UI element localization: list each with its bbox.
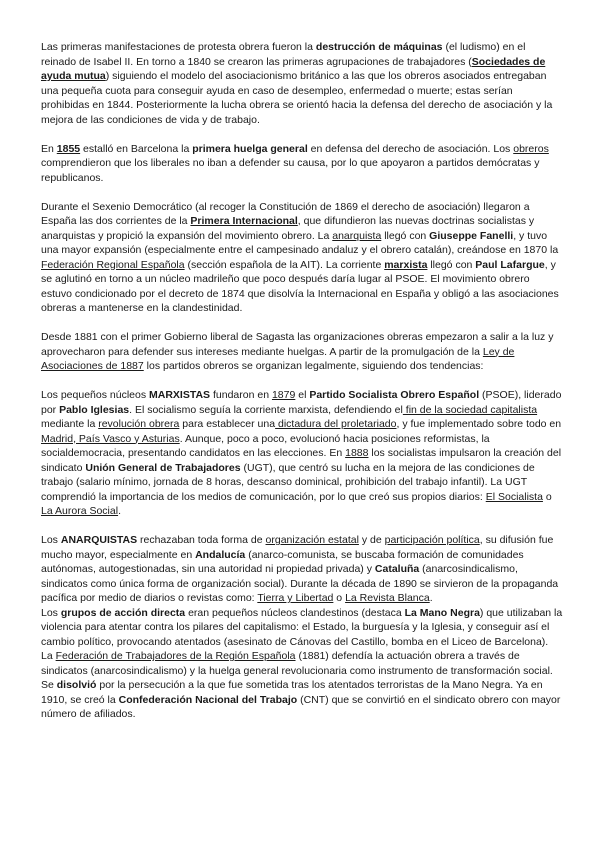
text: los socialistas impulsaron la creación del sindicato: [41, 447, 562, 474]
paragraph-gap: [41, 127, 563, 142]
bold-underlined-term: marxista: [384, 258, 428, 271]
text: (CNT) que se convirtió en el sindicato obrero con mayor número de afiliados.: [41, 693, 561, 720]
text: (UGT), que centró su lucha en la mejora de las condiciones de trabajo (salario mínimo, jornada de 8 horas, descanso dominical, prohibición del trabajo infantil). La UGT comprendió la importancia de los medios de comunicación, por lo que creó sus propios diarios:: [41, 461, 535, 503]
bold-term: La Mano Negra: [404, 606, 480, 619]
text: La: [41, 650, 56, 662]
text: llegó con: [427, 258, 476, 271]
text: los partidos obreros se organizan legalmente, siguiendo dos tendencias:: [143, 360, 484, 372]
bold-term: disolvió: [56, 679, 97, 691]
text: (el ludismo) en el reinado de Isabel II. En torno a 1840 se crearon las primeras agrupaciones de trabajadores (: [41, 41, 526, 68]
paragraph-huelga-1855: [41, 142, 563, 186]
underlined-term: El Socialista: [485, 490, 543, 503]
paragraph-ludismo: [41, 40, 563, 127]
underlined-term: Tierra y Libertad: [257, 592, 334, 604]
bold-underlined-term: Sociedades de ayuda mutua: [41, 55, 546, 82]
underlined-term: 1879: [271, 389, 296, 401]
text: (anarcosindicalismo, sindicatos como única forma de organización social). Durante la década de 1890 se sirvieron de la propaganda pacífica por medio de diarios o revistas como:: [41, 563, 559, 604]
underlined-term: Ley de Asociaciones de 1887: [41, 345, 515, 372]
bold-term: Giuseppe Fanelli: [429, 229, 514, 242]
bold-term: ANARQUISTAS: [60, 534, 138, 546]
bold-term: Pablo Iglesias: [59, 403, 130, 416]
text: Desde 1881 con el primer Gobierno liberal de Sagasta las organizaciones obreras empezaron a salir a la luz y aprovecharon para defender sus intereses mediante huelgas. A partir de la promulgación de la: [41, 331, 554, 358]
text: Las primeras manifestaciones de protesta obrera fueron la: [41, 41, 316, 53]
underlined-term: dictadura del proletariado: [275, 418, 397, 430]
text: eran pequeños núcleos clandestinos (destaca: [185, 606, 405, 619]
bold-term: Paul Lafargue: [475, 258, 545, 271]
text: (1881) defendía la actuación obrera a través de sindicatos (anarcosindicalismo) y la huelga general revolucionaria como instrumento de transformación social. Se: [41, 650, 553, 691]
text: Los: [41, 534, 61, 546]
paragraph-ley-asociaciones: [41, 330, 563, 374]
text: , su difusión fue mucho mayor, especialmente en: [41, 534, 554, 561]
paragraph-anarquistas: [41, 533, 563, 606]
text: o: [333, 592, 346, 604]
text: estalló en Barcelona la: [80, 142, 193, 155]
underlined-term: obreros: [513, 142, 549, 155]
text: (anarco-comunista, se buscaba formación de comunidades autónomas, autogestionadas, sin una autoridad ni propiedad privada) y: [41, 548, 524, 575]
underlined-term: Federación Regional Española: [41, 258, 185, 271]
text: Los: [41, 606, 61, 619]
paragraph-cnt: [41, 649, 563, 722]
bold-term: Andalucía: [195, 548, 246, 561]
underlined-term: revolución obrera: [98, 418, 180, 430]
text: comprendieron que los liberales no iban a defender su causa, por lo que apoyaron a partidos demócratas y republicanos.: [41, 157, 540, 184]
text: (sección española de la AIT). La corriente: [184, 258, 385, 271]
paragraph-gap: [41, 185, 563, 200]
text: rechazaban toda forma de: [137, 534, 266, 546]
underlined-term: Madrid, País Vasco y Asturias: [41, 432, 180, 445]
paragraph-gap: [41, 519, 563, 534]
text: por la persecución a la que fue sometida tras los atentados terroristas de la Mano Negra. Ya en 1910, se creó la: [41, 679, 543, 706]
text: el: [295, 389, 310, 401]
underlined-term: participación política: [384, 534, 480, 546]
text: .: [118, 505, 121, 517]
bold-term: Unión General de Trabajadores: [85, 461, 241, 474]
text: Los pequeños núcleos: [41, 389, 149, 401]
text: fundaron en: [210, 389, 272, 401]
paragraph-gap: [41, 316, 563, 331]
underlined-term: Federación de Trabajadores de la Región Española: [55, 650, 296, 662]
text: ) que utilizaban la violencia para atentar contra los pilares del capitalismo: el Estado, la burguesía y la Iglesia, y conseguir así el cambio político, provocando atentados (asesinato de Cánovas del Castillo, bomba en el Liceo de Barcelona).: [41, 606, 563, 648]
text: , y fue implementado sobre todo en: [396, 418, 562, 430]
text: para establecer una: [179, 418, 276, 430]
text: Durante el Sexenio Democrático (al recoger la Constitución de 1869 el derecho de asociación) llegaron a España las dos corrientes de la: [41, 200, 530, 227]
underlined-term: La Revista Blanca: [345, 592, 430, 604]
text: ) siguiendo el modelo del asociacionismo británico a las que los obreros asociados entregaban una pequeña cuota para conseguir ayuda en caso de desempleo, enfermedad o muerte; estas serían prohibidas en 1844. Posteriormente la lucha obrera se orientó hacia la defensa del derecho de asociación y la mejora de las condiciones de vida y de trabajo.: [41, 70, 553, 126]
text: , que difundieron las nuevas doctrinas socialistas y anarquistas y propició la expansión del movimiento obrero. La: [41, 215, 535, 242]
underlined-term: La Aurora Social: [41, 505, 119, 517]
text: , y tuvo una mayor expansión (especialmente entre el campesinado andaluz y el obrero catalán), creándose en 1870 la: [41, 229, 559, 256]
bold-term: primera huelga general: [192, 142, 308, 155]
document-page: [41, 40, 563, 722]
bold-underlined-term: Primera Internacional: [190, 215, 298, 227]
text: y de: [358, 534, 385, 546]
paragraph-accion-directa: [41, 606, 563, 650]
bold-term: Partido Socialista Obrero Español: [309, 389, 480, 401]
text: . El socialismo seguía la corriente marxista, defendiendo el: [129, 403, 403, 416]
text: llegó con: [381, 229, 430, 242]
text: (PSOE), liderado por: [41, 389, 562, 416]
text: mediante la: [41, 418, 99, 430]
text: . Aunque, poco a poco, evolucionó hacia posiciones reformistas, la socialdemocracia, presentando candidatos en las elecciones. En: [41, 432, 490, 459]
underlined-term: organización estatal: [265, 534, 359, 546]
bold-term: MARXISTAS: [149, 389, 211, 401]
text: en defensa del derecho de asociación. Los: [307, 142, 514, 155]
bold-term: Confederación Nacional del Trabajo: [118, 693, 298, 706]
bold-term: Cataluña: [374, 563, 420, 575]
text: En: [41, 142, 57, 155]
bold-term: destrucción de máquinas: [315, 41, 443, 53]
paragraph-gap: [41, 374, 563, 389]
text: .: [429, 592, 433, 604]
bold-underlined-term: 1855: [56, 142, 81, 155]
underlined-term: fin de la sociedad capitalista: [402, 403, 538, 416]
underlined-term: anarquista: [332, 229, 382, 242]
paragraph-marxistas: [41, 388, 563, 519]
underlined-term: 1888: [345, 447, 369, 459]
bold-term: grupos de acción directa: [60, 606, 186, 619]
paragraph-sexenio: [41, 200, 563, 316]
text: , y se aglutinó en torno a un núcleo madrileño que poco después daría lugar al PSOE. El movimiento obrero estuvo condicionado por el decreto de 1874 que disolvía la Internacional en España y obligó a las asociaciones obreras a mantenerse en la clandestinidad.: [41, 258, 559, 314]
text: o: [542, 490, 552, 503]
